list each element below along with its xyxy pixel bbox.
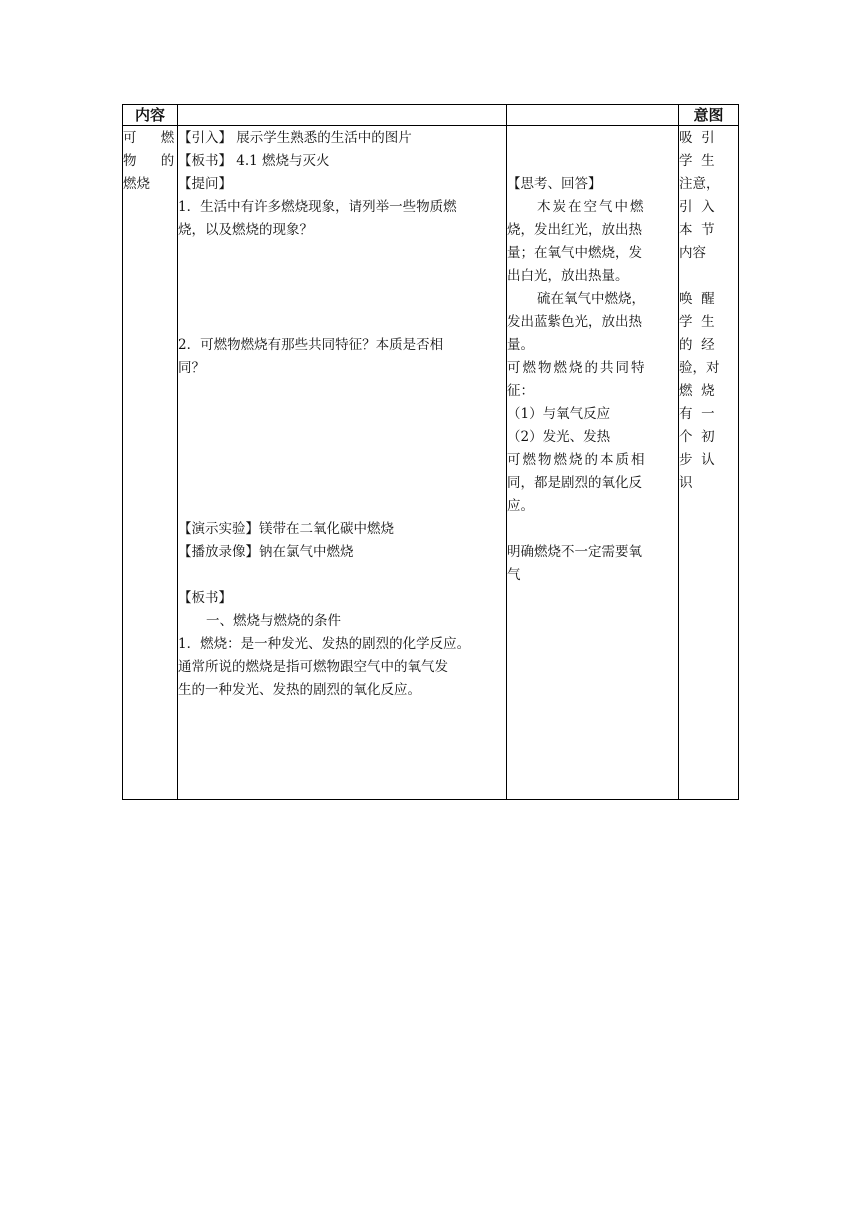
intent-cell [679,126,739,800]
board-tag: 【板书】 [178,590,232,606]
answer-line: 应。 [507,498,534,514]
student-cell [507,126,679,800]
intent-line: 的 经 [679,337,715,353]
intent-line: 燃 烧 [679,383,715,399]
intent-line: 内容 [679,245,706,261]
intent-line: 本 节 [679,222,715,238]
answer-line: 出白光，放出热量。 [507,268,629,284]
intent-line: 吸 引 [679,130,715,146]
answer-line: （2）发光、发热 [507,429,611,445]
question-2: 2．可燃物燃烧有那些共同特征？本质是否相 [178,337,444,353]
answer-line: 明确燃烧不一定需要氧 [507,544,642,560]
question-tag: 【提问】 [178,176,232,192]
question-2-cont: 同？ [178,360,205,376]
lesson-table [122,104,739,800]
intent-line: 识 [679,475,693,491]
section-heading: 一、燃烧与燃烧的条件 [206,613,341,629]
intent-line: 学 生 [679,153,715,169]
answer-line: 发出蓝紫色光，放出热 [507,314,642,330]
answer-line: 量。 [507,337,534,353]
answer-line: 征： [507,383,534,399]
intent-line: 学 生 [679,314,715,330]
student-tag: 【思考、回答】 [507,176,602,192]
video-line: 【播放录像】钠在氯气中燃烧 [178,544,354,560]
intent-line: 引 入 [679,199,715,215]
body-row [123,126,739,800]
question-1: 1．生活中有许多燃烧现象，请列举一些物质燃 [178,199,457,215]
board-line: 【板书】 4.1 燃烧与灭火 [178,153,330,169]
header-teacher [178,105,507,126]
question-1-cont: 烧，以及燃烧的现象？ [178,222,313,238]
content-cell [123,126,185,800]
answer-line: 烧，发出红光，放出热 [507,222,642,238]
header-content: 内容 [123,105,178,126]
answer-line: （1）与氧气反应 [507,406,611,422]
content-line: 物 的 [123,153,185,169]
header-intent: 意图 [679,105,739,126]
intent-line: 验，对 [679,360,720,376]
answer-line: 气 [507,567,521,583]
definition-line: 1．燃烧：是一种发光、发热的剧烈的化学反应。 [178,636,471,652]
intent-line: 有 一 [679,406,715,422]
answer-line: 硫在氧气中燃烧， [537,291,645,307]
teacher-cell [178,126,507,800]
intent-line: 注意， [679,176,720,192]
content-line: 可 燃 [123,130,185,146]
content-line: 燃烧 [123,176,150,192]
intent-line: 步 认 [679,452,715,468]
intent-line: 唤 醒 [679,291,715,307]
answer-line: 可燃物燃烧的共同特 [507,360,647,376]
answer-line: 同，都是剧烈的氧化反 [507,475,642,491]
answer-line: 量；在氧气中燃烧，发 [507,245,642,261]
answer-line: 木炭在空气中燃 [537,199,646,215]
intro-line: 【引入】 展示学生熟悉的生活中的图片 [178,130,412,146]
header-row [123,105,739,126]
intent-line: 个 初 [679,429,715,445]
header-student [507,105,679,126]
definition-line: 通常所说的燃烧是指可燃物跟空气中的氧气发 [178,659,448,675]
demo-line: 【演示实验】镁带在二氧化碳中燃烧 [178,521,394,537]
definition-line: 生的一种发光、发热的剧烈的氧化反应。 [178,682,421,698]
answer-line: 可燃物燃烧的本质相 [507,452,647,468]
